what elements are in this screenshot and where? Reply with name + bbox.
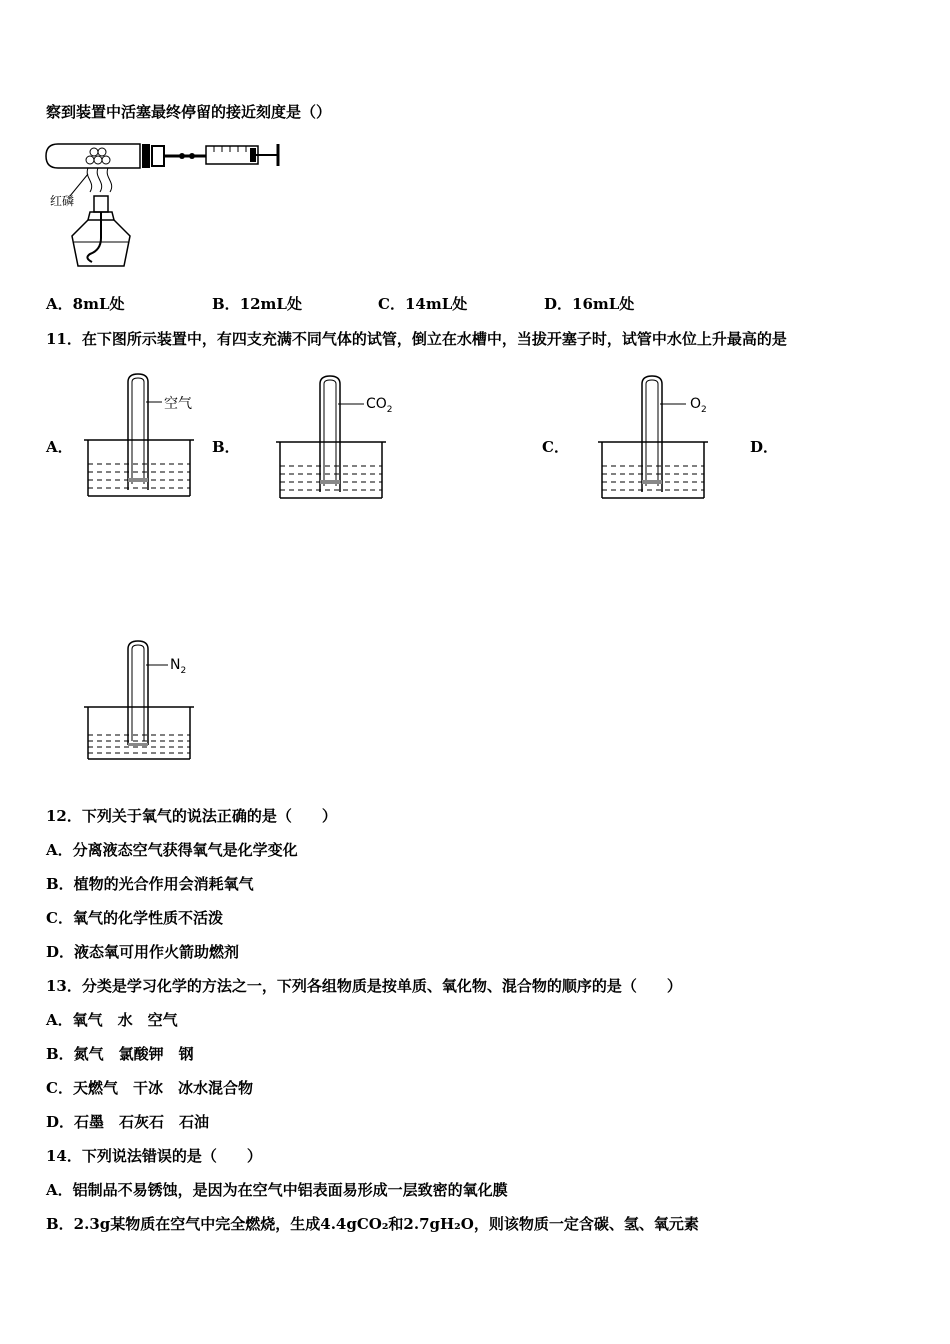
q12-option-d: D．液态氧可用作火箭助燃剂 bbox=[46, 943, 240, 961]
q13-option-d: D．石墨 石灰石 石油 bbox=[46, 1113, 210, 1131]
q10-option-b: B．12mL处 bbox=[212, 295, 302, 313]
q11-gas-label-b: $CO_2$ bbox=[366, 396, 393, 415]
q11-beaker-o2 bbox=[598, 376, 718, 500]
q10-option-d: D．16mL处 bbox=[544, 295, 635, 313]
q12-stem: 12．下列关于氧气的说法正确的是（ ） bbox=[46, 807, 337, 825]
q10-option-a: A．8mL处 bbox=[46, 295, 125, 313]
q11-option-b-letter: B． bbox=[212, 438, 240, 456]
q11-gas-label-c: $O_2$ bbox=[690, 396, 707, 415]
q12-option-a: A．分离液态空气获得氧气是化学变化 bbox=[46, 841, 298, 859]
q14-stem: 14．下列说法错误的是（ ） bbox=[46, 1147, 262, 1165]
q10-apparatus-figure bbox=[44, 138, 294, 270]
q11-gas-label-a: 空气 bbox=[164, 396, 192, 412]
q11-option-a-letter: A． bbox=[46, 438, 73, 456]
q14-option-b: B．2.3g某物质在空气中完全燃烧，生成4.4gCO₂和2.7gH₂O，则该物质一定含碳、氢、氧元素 bbox=[46, 1215, 699, 1233]
q11-beaker-co2 bbox=[276, 376, 396, 500]
q14-option-a: A．铝制品不易锈蚀，是因为在空气中铝表面易形成一层致密的氧化膜 bbox=[46, 1181, 508, 1199]
q11-gas-label-d: $N_2$ bbox=[170, 657, 187, 676]
q10-stem: 察到装置中活塞最终停留的接近刻度是（） bbox=[46, 103, 332, 121]
q11-stem: 11．在下图所示装置中，有四支充满不同气体的试管，倒立在水槽中，当拔开塞子时，试管中水位上升最高的是 bbox=[46, 330, 787, 348]
q13-option-a: A．氧气 水 空气 bbox=[46, 1011, 178, 1029]
q12-option-b: B．植物的光合作用会消耗氧气 bbox=[46, 875, 254, 893]
q12-option-c: C．氧气的化学性质不活泼 bbox=[46, 909, 223, 927]
q10-option-c: C．14mL处 bbox=[378, 295, 468, 313]
q11-option-d-letter: D． bbox=[750, 438, 779, 456]
q13-stem: 13．分类是学习化学的方法之一，下列各组物质是按单质、氧化物、混合物的顺序的是（ ） bbox=[46, 977, 682, 995]
q11-option-c-letter: C． bbox=[542, 438, 569, 456]
q13-option-b: B．氮气 氯酸钾 钢 bbox=[46, 1045, 194, 1063]
q13-option-c: C．天燃气 干冰 冰水混合物 bbox=[46, 1079, 253, 1097]
red-phosphorus-label: 红磷 bbox=[50, 194, 75, 208]
